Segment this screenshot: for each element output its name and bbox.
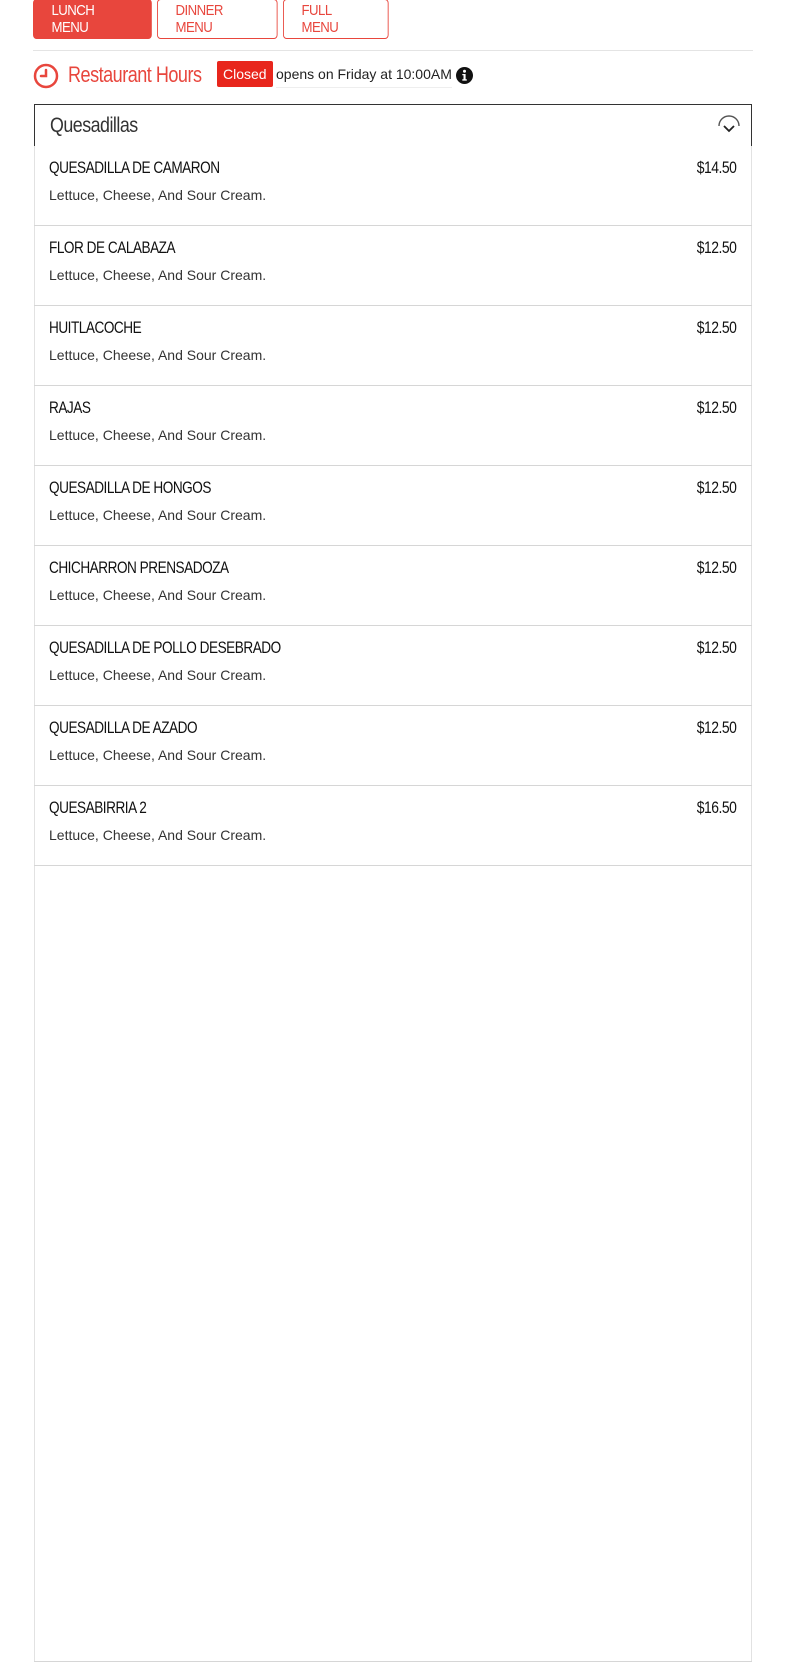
quesadillas-item-list (34, 146, 752, 1662)
item-description: Lettuce, Cheese, And Sour Cream. (49, 267, 267, 283)
item-name: QUESADILLA DE CAMARON (49, 158, 220, 177)
clock-icon (33, 63, 59, 89)
item-description: Lettuce, Cheese, And Sour Cream. (49, 187, 267, 203)
item-price: $12.50 (696, 398, 736, 417)
section-quesadillas-header[interactable] (34, 104, 752, 147)
item-name: QUESADILLA DE POLLO DESEBRADO (49, 638, 281, 657)
item-description: Lettuce, Cheese, And Sour Cream. (49, 507, 267, 523)
menu-item[interactable] (34, 466, 752, 546)
item-description: Lettuce, Cheese, And Sour Cream. (49, 347, 267, 363)
menu-item[interactable] (34, 546, 752, 626)
chevron-down-icon (717, 114, 741, 138)
item-price: $12.50 (696, 718, 736, 737)
tab-lunch-menu[interactable]: LUNCH MENU (33, 0, 152, 39)
item-price: $12.50 (696, 558, 736, 577)
menu-item[interactable] (34, 386, 752, 466)
item-description: Lettuce, Cheese, And Sour Cream. (49, 747, 267, 763)
info-icon[interactable] (456, 67, 473, 84)
item-description: Lettuce, Cheese, And Sour Cream. (49, 427, 267, 443)
item-description: Lettuce, Cheese, And Sour Cream. (49, 827, 267, 843)
item-price: $12.50 (696, 238, 736, 257)
item-name: RAJAS (49, 398, 91, 417)
tab-dinner-menu[interactable]: DINNER MENU (157, 0, 278, 39)
item-name: FLOR DE CALABAZA (49, 238, 176, 257)
item-price: $12.50 (696, 478, 736, 497)
item-name: QUESADILLA DE HONGOS (49, 478, 211, 497)
item-name: QUESABIRRIA 2 (49, 798, 147, 817)
menu-item[interactable] (34, 626, 752, 706)
menu-tabs (33, 0, 389, 41)
item-description: Lettuce, Cheese, And Sour Cream. (49, 587, 267, 603)
menu-item[interactable] (34, 706, 752, 786)
menu-item[interactable] (34, 306, 752, 386)
status-badge: Closed (217, 61, 273, 87)
item-name: CHICHARRON PRENSADOZA (49, 558, 229, 577)
item-name: QUESADILLA DE AZADO (49, 718, 198, 737)
divider (33, 50, 753, 51)
hours-title: Restaurant Hours (68, 62, 202, 87)
restaurant-hours (33, 60, 753, 90)
menu-item[interactable] (34, 226, 752, 306)
item-name: HUITLACOCHE (49, 318, 142, 337)
menu-item[interactable] (34, 786, 752, 866)
item-price: $12.50 (696, 318, 736, 337)
opens-text: opens on Friday at 10:00AM (276, 61, 452, 88)
item-price: $16.50 (696, 798, 736, 817)
item-description: Lettuce, Cheese, And Sour Cream. (49, 667, 267, 683)
item-price: $14.50 (696, 158, 736, 177)
menu-item[interactable] (34, 146, 752, 226)
menu-item[interactable] (34, 866, 752, 1662)
item-price: $12.50 (696, 638, 736, 657)
tab-full-menu[interactable]: FULL MENU (283, 0, 389, 39)
section-title: Quesadillas (50, 114, 138, 137)
